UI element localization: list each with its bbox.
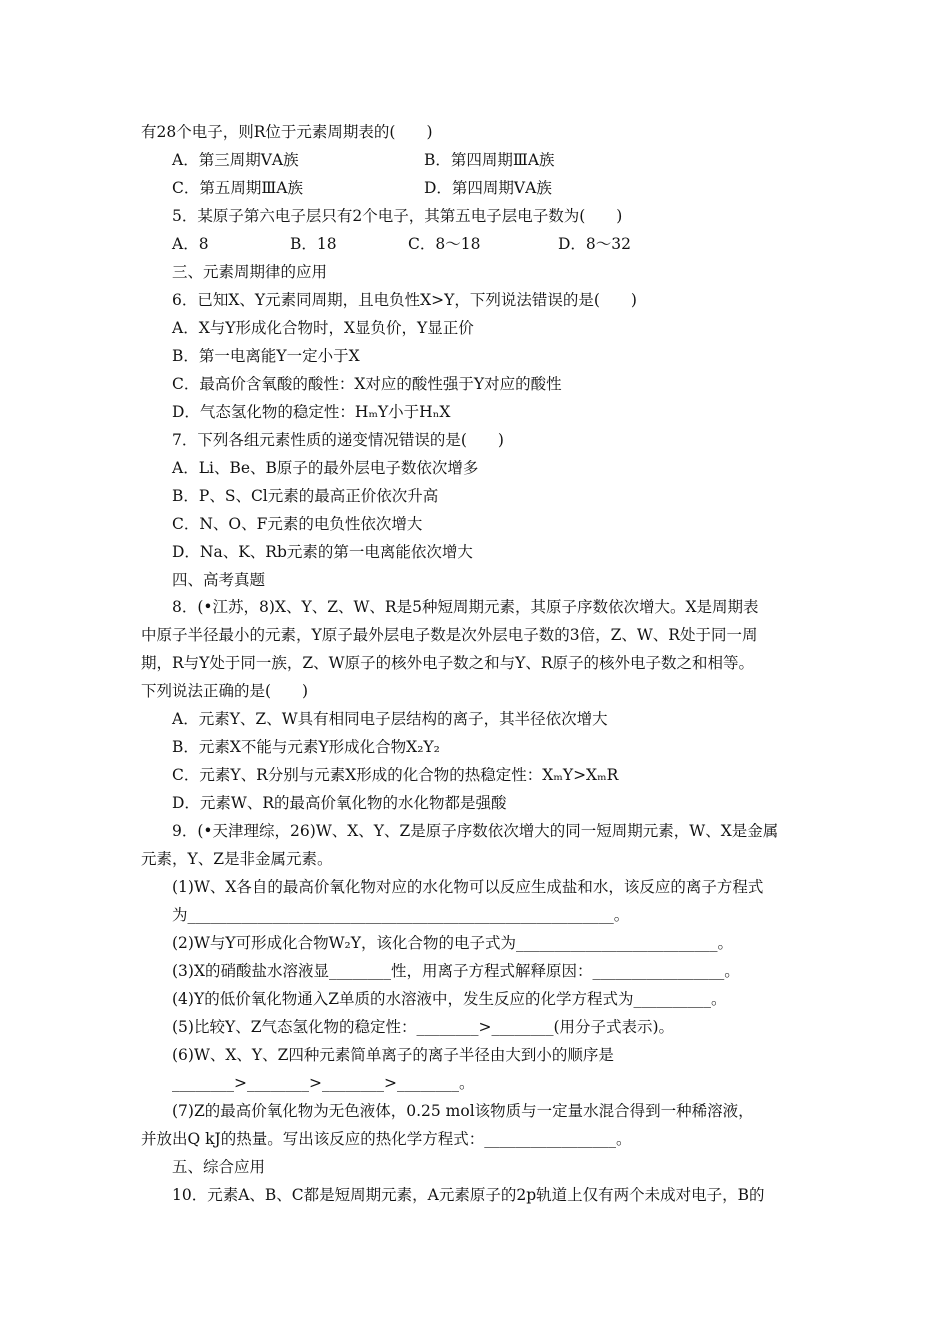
option-a: A．8 (172, 235, 209, 253)
option-d: D．第四周期ⅤA族 (424, 179, 552, 197)
sub-question-7: (7)Z的最高价氧化物为无色液体，0.25 mol该物质与一定量水混合得到一种稀溶液， (172, 1102, 754, 1120)
sub-question-1: (1)W、X各自的最高价氧化物对应的水化物可以反应生成盐和水，该反应的离子方程式 (172, 878, 764, 896)
text-line: 有28个电子，则R位于元素周期表的( ) (141, 123, 433, 141)
question-7: 7．下列各组元素性质的递变情况错误的是( ) (172, 431, 504, 449)
sub-question-5: (5)比较Y、Z气态氢化物的稳定性：________>________(用分子式表示)。 (172, 1018, 675, 1036)
option-b: B．第四周期ⅢA族 (424, 151, 555, 169)
option-b: B．第一电离能Y一定小于X (172, 347, 360, 365)
option-a: A．Li、Be、B原子的最外层电子数依次增多 (172, 459, 479, 477)
question-10: 10．元素A、B、C都是短周期元素，A元素原子的2p轨道上仅有两个未成对电子，B的 (172, 1186, 765, 1204)
option-c: C．元素Y、R分别与元素X形成的化合物的热稳定性：XₘY>XₘR (172, 766, 619, 784)
text-line: 元素，Y、Z是非金属元素。 (141, 850, 333, 868)
option-c: C．8～18 (408, 235, 481, 253)
question-9: 9．(•天津理综，26)W、X、Y、Z是原子序数依次增大的同一短周期元素，W、X是金属 (172, 822, 779, 840)
text-line: 并放出Q kJ的热量。写出该反应的热化学方程式：_________________。 (141, 1130, 632, 1148)
option-c: C．最高价含氧酸的酸性：X对应的酸性强于Y对应的酸性 (172, 375, 562, 393)
answer-blank: 为_______________________________________________________。 (172, 906, 630, 924)
option-c: C．第五周期ⅢA族 (172, 179, 304, 197)
question-8: 8．(•江苏，8)X、Y、Z、W、R是5种短周期元素，其原子序数依次增大。X是周期表 (172, 598, 759, 616)
section-heading: 五、综合应用 (172, 1158, 266, 1176)
option-d: D．8～32 (558, 235, 632, 253)
option-row (172, 150, 555, 170)
option-a: A．元素Y、Z、W具有相同电子层结构的离子，其半径依次增大 (172, 710, 608, 728)
text-line: 中原子半径最小的元素，Y原子最外层电子数是次外层电子数的3倍，Z、W、R处于同一周 (141, 626, 758, 644)
question-5: 5．某原子第六电子层只有2个电子，其第五电子层电子数为( ) (172, 207, 623, 225)
option-a: A．第三周期ⅤA族 (172, 151, 299, 169)
option-a: A．X与Y形成化合物时，X显负价，Y显正价 (172, 319, 474, 337)
option-b: B．元素X不能与元素Y形成化合物X₂Y₂ (172, 738, 440, 756)
text-line: 下列说法正确的是( ) (141, 682, 309, 700)
option-d: D．Na、K、Rb元素的第一电离能依次增大 (172, 543, 473, 561)
option-b: B．18 (290, 235, 337, 253)
sub-question-6: (6)W、X、Y、Z四种元素简单离子的离子半径由大到小的顺序是 (172, 1046, 614, 1064)
text-line: 期，R与Y处于同一族，Z、W原子的核外电子数之和与Y、R原子的核外电子数之和相等。 (141, 654, 755, 672)
sub-question-3: (3)X的硝酸盐水溶液显________性，用离子方程式解释原因：_________________。 (172, 962, 740, 980)
option-b: B．P、S、Cl元素的最高正价依次升高 (172, 487, 439, 505)
question-6: 6．已知X、Y元素同周期，且电负性X>Y，下列说法错误的是( ) (172, 291, 637, 309)
option-d: D．气态氢化物的稳定性：HₘY小于HₙX (172, 403, 451, 421)
option-d: D．元素W、R的最高价氧化物的水化物都是强酸 (172, 794, 507, 812)
section-heading: 三、元素周期律的应用 (172, 263, 328, 281)
option-row (172, 178, 552, 198)
sub-question-2: (2)W与Y可形成化合物W₂Y，该化合物的电子式为__________________________。 (172, 934, 733, 952)
option-row (172, 234, 632, 254)
option-c: C．N、O、F元素的电负性依次增大 (172, 515, 423, 533)
answer-blank: ________>________>________>________。 (172, 1074, 475, 1092)
section-heading: 四、高考真题 (172, 571, 266, 589)
sub-question-4: (4)Y的低价氧化物通入Z单质的水溶液中，发生反应的化学方程式为__________。 (172, 990, 727, 1008)
